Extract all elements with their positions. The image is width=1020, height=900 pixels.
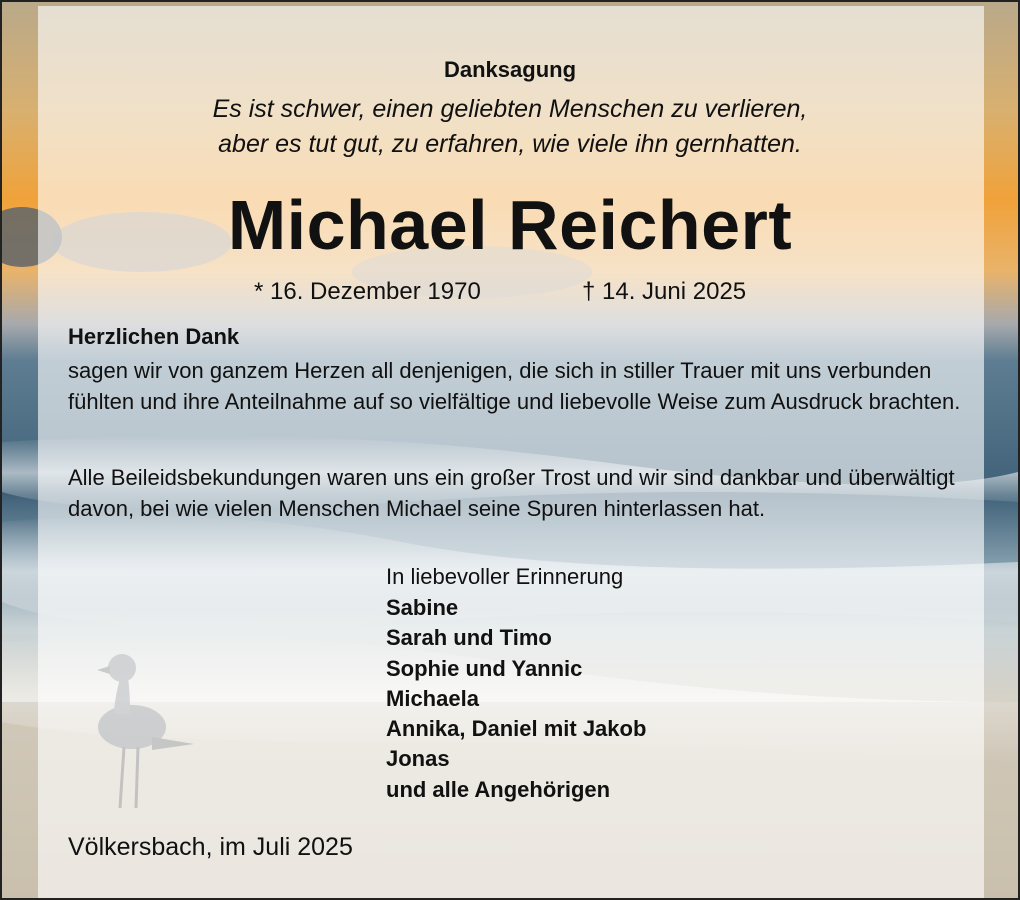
signers-list [386,593,646,805]
signer-name: Annika, Daniel mit Jakob [386,716,647,742]
thanks-paragraph-1: sagen wir von ganzem Herzen all denjenigen, die sich in stiller Trauer mit uns verbunden fühlten und ihre Anteilnahme auf so vielfältige und liebevolle Weise zum Ausdruck brachten. [68,358,961,414]
deceased-name: Michael Reichert [227,186,793,264]
thanks-title: Herzlichen Dank [68,324,240,349]
signer-name: Sabine [386,595,459,620]
heading-danksagung: Danksagung [443,57,577,82]
signer-name: Sarah und Timo [386,625,552,651]
signer-name: Michaela [386,685,479,711]
thanks-paragraph-2: Alle Beileidsbekundungen waren uns ein großer Trost und wir sind dankbar und überwältigt davon, bei wie vielen Menschen Michael seine Spuren hinterlassen hat. [68,465,955,521]
memory-label: In liebevoller Erinnerung [386,564,624,589]
place-and-date: Völkersbach, im Juli 2025 [68,833,353,861]
signer-name: Jonas [386,746,450,772]
quote-line-2: aber es tut gut, zu erfahren, wie viele ihn gernhatten. [218,130,802,158]
quote-line-1: Es ist schwer, einen geliebten Menschen zu verlieren, [212,95,808,123]
birth-date: * 16. Dezember 1970 [254,278,481,305]
death-date: † 14. Juni 2025 [582,278,747,305]
signer-name: und alle Angehörigen [386,776,611,802]
signer-name: Sophie und Yannic [386,655,583,681]
